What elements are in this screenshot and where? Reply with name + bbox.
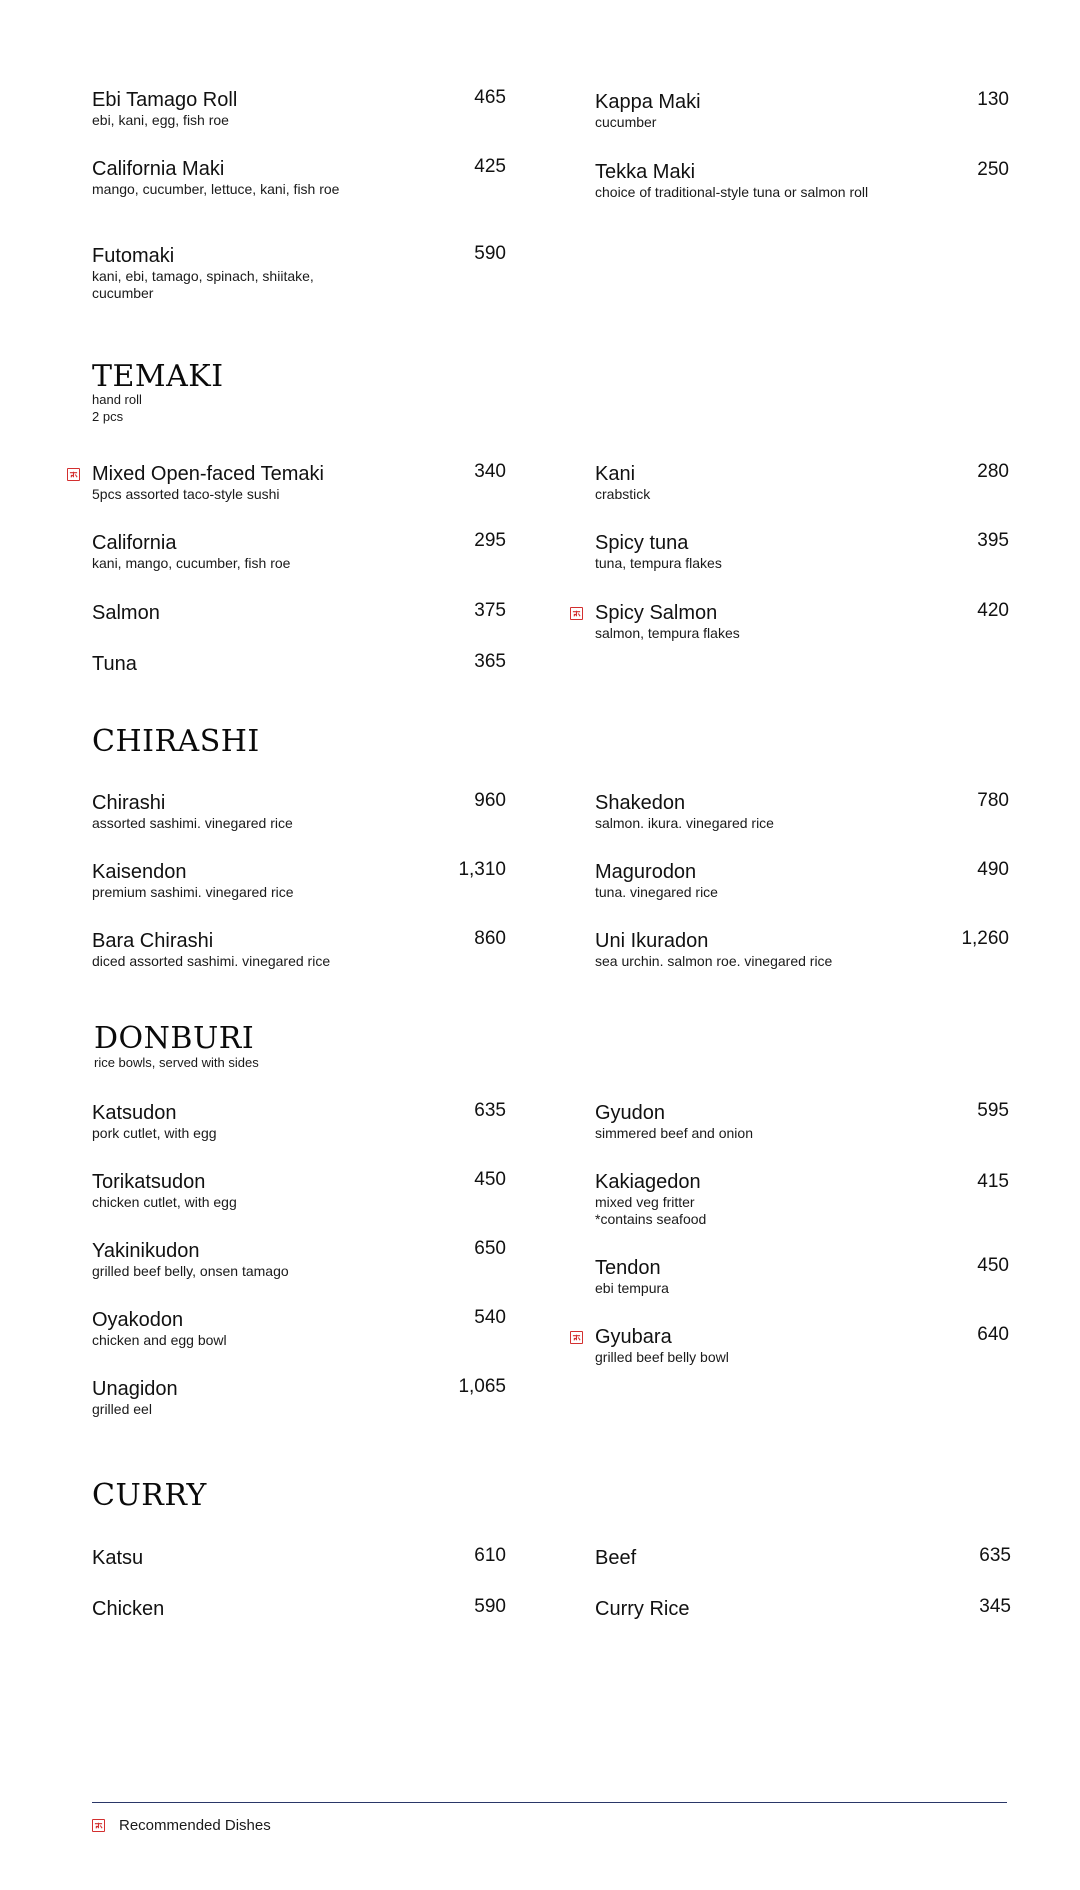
item-price: 365 [474,651,506,672]
item-description: grilled beef belly, onsen tamago [92,1263,289,1279]
menu-item [92,791,506,832]
item-price: 860 [474,928,506,949]
item-description: kani, ebi, tamago, spinach, shiitake, cucumber [92,268,314,301]
menu-item [595,160,1009,201]
item-description: grilled beef belly bowl [595,1349,729,1365]
item-price: 490 [977,859,1009,880]
menu-item [595,462,1009,503]
item-description: salmon. ikura. vinegared rice [595,815,774,831]
item-price: 450 [474,1169,506,1190]
menu-item [92,929,506,970]
item-price: 1,310 [458,859,506,880]
item-price: 650 [474,1238,506,1259]
item-price: 450 [977,1255,1009,1276]
item-name: Futomaki [92,245,175,267]
menu-item [92,1546,506,1570]
item-description: cucumber [595,114,657,130]
item-name: Kaisendon [92,861,187,883]
menu-item [92,860,506,901]
item-price: 780 [977,790,1009,811]
item-name: Tekka Maki [595,161,696,183]
item-description: crabstick [595,486,651,502]
item-name: Kani [595,463,636,485]
section-subtitle: hand roll [92,392,142,407]
item-name: Beef [595,1547,637,1569]
item-price: 295 [474,530,506,551]
menu-item [92,601,506,625]
menu-item [595,1597,1011,1621]
menu-item [92,1597,506,1621]
item-name: Yakinikudon [92,1240,200,1262]
item-price: 1,065 [458,1376,506,1397]
menu-item [92,462,506,503]
menu-item [92,652,506,676]
item-name: Gyudon [595,1102,666,1124]
item-description: mixed veg fritter [595,1194,695,1210]
item-description: premium sashimi. vinegared rice [92,884,294,900]
item-price: 425 [474,156,506,177]
item-description: sea urchin. salmon roe. vinegared rice [595,953,833,969]
item-name: Curry Rice [595,1598,690,1620]
item-price: 590 [474,243,506,264]
menu-item [92,1239,506,1280]
item-name: Spicy Salmon [595,602,718,624]
item-name: Magurodon [595,861,697,883]
item-price: 250 [977,159,1009,180]
item-price: 375 [474,600,506,621]
section-subtitle: 2 pcs [92,409,124,424]
menu-item [92,88,506,129]
item-name: Katsu [92,1547,144,1569]
menu-item [595,929,1009,970]
item-name: Oyakodon [92,1309,184,1331]
menu-item [595,1101,1009,1142]
item-description: ebi tempura [595,1280,669,1296]
item-price: 960 [474,790,506,811]
item-description: salmon, tempura flakes [595,625,740,641]
item-description: tuna. vinegared rice [595,884,718,900]
menu-item [92,1308,506,1349]
item-price: 345 [979,1596,1011,1617]
item-description: tuna, tempura flakes [595,555,722,571]
item-name: Katsudon [92,1102,177,1124]
menu-item [595,531,1009,572]
menu-item [595,791,1009,832]
item-name: Gyubara [595,1326,672,1348]
item-name: Chirashi [92,792,166,814]
menu-item [92,1377,506,1418]
menu-item [92,1101,506,1142]
item-price: 635 [474,1100,506,1121]
item-name: Chicken [92,1598,165,1620]
recommended-dish-icon [570,1331,583,1344]
item-price: 635 [979,1545,1011,1566]
item-name: Tuna [92,653,137,675]
item-description: chicken cutlet, with egg [92,1194,237,1210]
menu-item [92,531,506,572]
item-note: *contains seafood [595,1211,707,1227]
item-name: California [92,532,177,554]
item-price: 340 [474,461,506,482]
item-name: California Maki [92,158,225,180]
item-description: chicken and egg bowl [92,1332,227,1348]
item-name: Torikatsudon [92,1171,206,1193]
item-description: pork cutlet, with egg [92,1125,217,1141]
item-name: Ebi Tamago Roll [92,89,238,111]
section-title-donburi: DONBURI [94,1021,255,1056]
menu-item [92,157,506,198]
menu-item [595,860,1009,901]
item-description: simmered beef and onion [595,1125,753,1141]
menu-item [92,244,506,302]
item-description: assorted sashimi. vinegared rice [92,815,293,831]
item-description: diced assorted sashimi. vinegared rice [92,953,331,969]
section-title-curry: CURRY [92,1478,207,1513]
footer-divider [92,1802,1007,1803]
item-description: grilled eel [92,1401,152,1417]
item-name: Unagidon [92,1378,178,1400]
item-name: Tendon [595,1257,661,1279]
item-name: Kappa Maki [595,91,701,113]
item-price: 610 [474,1545,506,1566]
item-price: 130 [977,89,1009,110]
item-price: 280 [977,461,1009,482]
item-name: Mixed Open-faced Temaki [92,463,324,485]
item-price: 415 [977,1171,1009,1192]
section-title-chirashi: CHIRASHI [92,724,260,759]
item-name: Salmon [92,602,160,624]
recommended-dish-icon [67,468,80,481]
menu-item [595,1325,1009,1366]
item-name: Shakedon [595,792,686,814]
item-price: 540 [474,1307,506,1328]
item-name: Bara Chirashi [92,930,214,952]
item-name: Spicy tuna [595,532,689,554]
item-price: 640 [977,1324,1009,1345]
menu-item [92,1170,506,1211]
section-subtitle: rice bowls, served with sides [94,1055,259,1070]
item-price: 395 [977,530,1009,551]
item-description: mango, cucumber, lettuce, kani, fish roe [92,181,340,197]
menu-item [595,1256,1009,1297]
menu-item [595,90,1009,131]
legend-label: Recommended Dishes [119,1817,271,1834]
item-description: choice of traditional-style tuna or salmon roll [595,184,869,200]
item-description: kani, mango, cucumber, fish roe [92,555,291,571]
item-description: ebi, kani, egg, fish roe [92,112,229,128]
item-price: 420 [977,600,1009,621]
recommended-dish-icon [570,607,583,620]
menu-item [595,601,1009,642]
recommended-dish-icon [92,1819,105,1832]
section-title-temaki: TEMAKI [92,359,224,394]
item-price: 595 [977,1100,1009,1121]
item-description: 5pcs assorted taco-style sushi [92,486,280,502]
menu-item [595,1170,1009,1228]
item-price: 1,260 [961,928,1009,949]
item-price: 465 [474,87,506,108]
menu-item [595,1546,1011,1570]
item-price: 590 [474,1596,506,1617]
item-name: Kakiagedon [595,1171,701,1193]
item-name: Uni Ikuradon [595,930,709,952]
